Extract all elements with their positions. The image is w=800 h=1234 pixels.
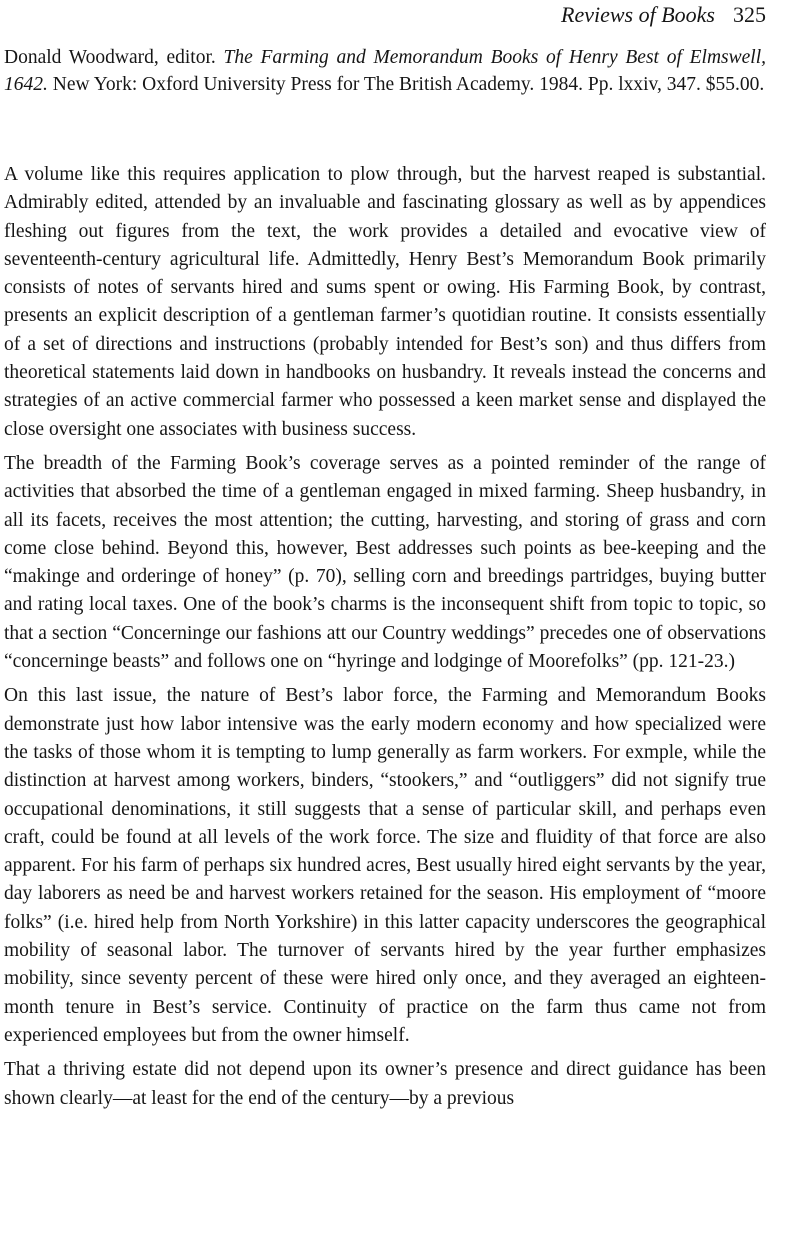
- book-citation: [4, 44, 766, 98]
- running-head-title: Reviews of Books: [561, 2, 715, 27]
- paragraph-4: That a thriving estate did not depend upon its owner’s presence and direct guidance has been shown clearly—at least for the end of the century—by a previous: [4, 1059, 766, 1109]
- review-body: [4, 161, 766, 1119]
- paragraph-3: On this last issue, the nature of Best’s labor force, the Farming and Memorandum Books demonstrate just how labor intensive was the early modern economy and how specialized were the tasks of those whom it is tempting to lump generally as farm workers. For exmple, while the distinction at harvest among workers, binders, “stookers,” and “outliggers” did not signify true occupational denominations, it still suggests that a sense of particular skill, and perhaps even craft, could be found at all levels of the work force. The size and fluidity of that force are also apparent. For his farm of perhaps six hundred acres, Best usually hired eight servants by the year, day laborers as need be and harvest workers retained for the season. His employment of “moore folks” (i.e. hired help from North Yorkshire) in this latter capacity underscores the geographical mobility of seasonal labor. The turnover of servants hired by the year further emphasizes mobility, since seventy percent of these were hired only once, and they averaged an eighteen-month tenure in Best’s service. Continuity of practice on the farm thus came not from experienced employees but from the owner himself.: [4, 685, 766, 1046]
- running-head: [561, 2, 766, 28]
- citation-publication: New York: Oxford University Press for The British Academy. 1984. Pp. lxxiv, 347. $55.00.: [52, 74, 765, 95]
- paragraph-2: The breadth of the Farming Book’s coverage serves as a pointed reminder of the range of activities that absorbed the time of a gentleman engaged in mixed farming. Sheep husbandry, in all its facets, receives the most attention; the cutting, harvesting, and storing of grass and corn come close behind. Beyond this, however, Best addresses such points as bee-keeping and the “makinge and orderinge of honey” (p. 70), selling corn and breedings partridges, buying butter and rating local taxes. One of the book’s charms is the inconsequent shift from topic to topic, so that a section “Concerninge our fashions att our Country weddings” precedes one of observations “concerninge beasts” and follows one on “hyringe and lodginge of Moorefolks” (pp. 121-23.): [4, 452, 766, 673]
- citation-book-title: The Farming and Memorandum Books of Henry Best of Elmswell, 1642.: [4, 47, 766, 95]
- page-number: 325: [733, 2, 766, 27]
- paragraph-1: A volume like this requires application to plow through, but the harvest reaped is substantial. Admirably edited, attended by an invaluable and fascinating glossary as well as by appendices fleshing out figures from the text, the work provides a detailed and evocative view of seventeenth-century agricultural life. Admittedly, Henry Best’s Memorandum Book primarily consists of notes of servants hired and sums spent or owing. His Farming Book, by contrast, presents an explicit description of a gentleman farmer’s quotidian routine. It consists essentially of a set of directions and instructions (probably intended for Best’s son) and thus differs from theoretical statements laid down in handbooks on husbandry. It reveals instead the concerns and strategies of an active commercial farmer who possessed a keen market sense and displayed the close oversight one associates with business success.: [4, 164, 766, 440]
- citation-editor: Donald Woodward, editor.: [4, 47, 216, 68]
